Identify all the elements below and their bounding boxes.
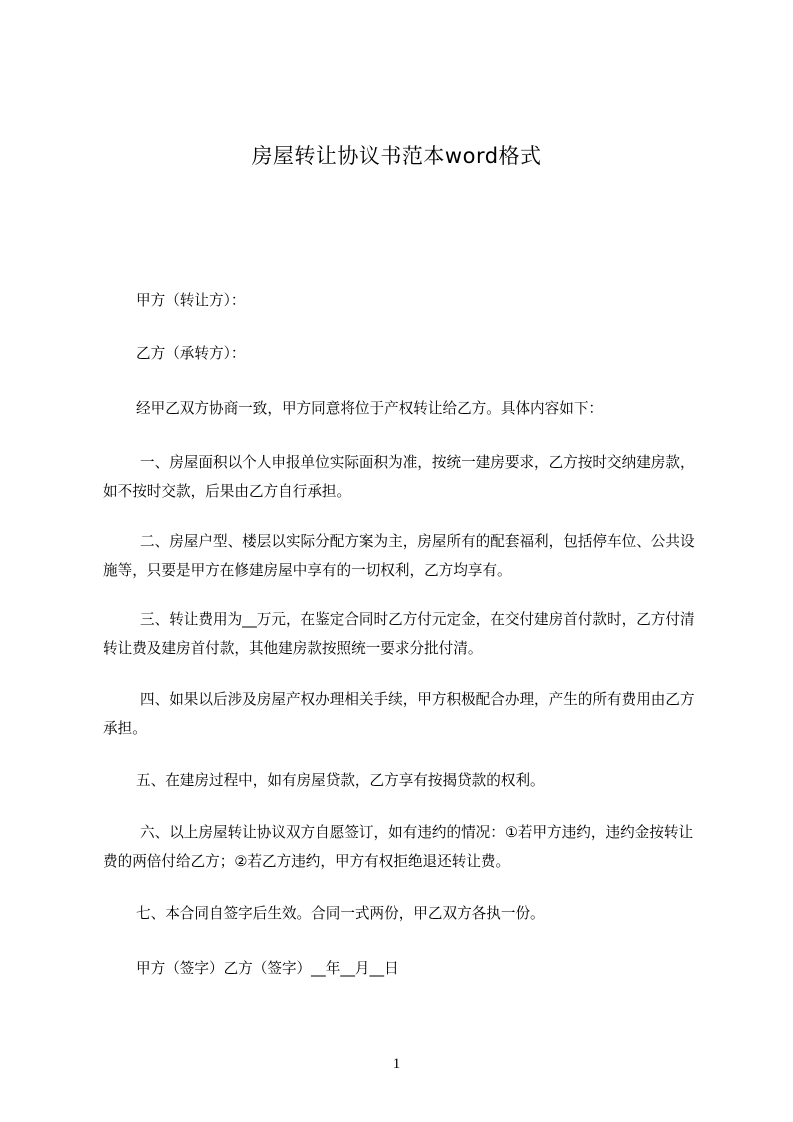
clause-4: 四、如果以后涉及房屋产权办理相关手续，甲方积极配合办理，产生的所有费用由乙方承担。 xyxy=(103,691,695,737)
clause-7: 七、本合同自签字后生效。合同一式两份，甲乙双方各执一份。 xyxy=(136,905,545,922)
signature-line: 甲方（签字）乙方（签字）__年__月__日 xyxy=(136,960,399,977)
page-number: 1 xyxy=(392,1056,401,1072)
document-title: 房屋转让协议书范本word格式 xyxy=(251,144,542,168)
clause-1: 一、房屋面积以个人申报单位实际面积为准，按统一建房要求，乙方按时交纳建房款，如不按时交款，后果由乙方自行承担。 xyxy=(103,454,695,500)
clause-5: 五、在建房过程中，如有房屋贷款，乙方享有按揭贷款的权利。 xyxy=(136,772,545,789)
clause-6: 六、以上房屋转让协议双方自愿签订，如有违约的情况：①若甲方违约，违约金按转让费的两倍付给乙方；②若乙方违约，甲方有权拒绝退还转让费。 xyxy=(103,824,694,870)
intro-paragraph: 经甲乙双方协商一致，甲方同意将位于产权转让给乙方。具体内容如下： xyxy=(136,400,604,417)
party-b-line: 乙方（承转方）： xyxy=(136,345,246,362)
party-a-line: 甲方（转让方）： xyxy=(136,292,246,309)
clause-2: 二、房屋户型、楼层以实际分配方案为主，房屋所有的配套福利，包括停车位、公共设施等，只要是甲方在修建房屋中享有的一切权利，乙方均享有。 xyxy=(103,533,695,579)
clause-3: 三、转让费用为__万元，在鉴定合同时乙方付元定金，在交付建房首付款时，乙方付清转让费及建房首付款，其他建房款按照统一要求分批付清。 xyxy=(103,611,695,657)
